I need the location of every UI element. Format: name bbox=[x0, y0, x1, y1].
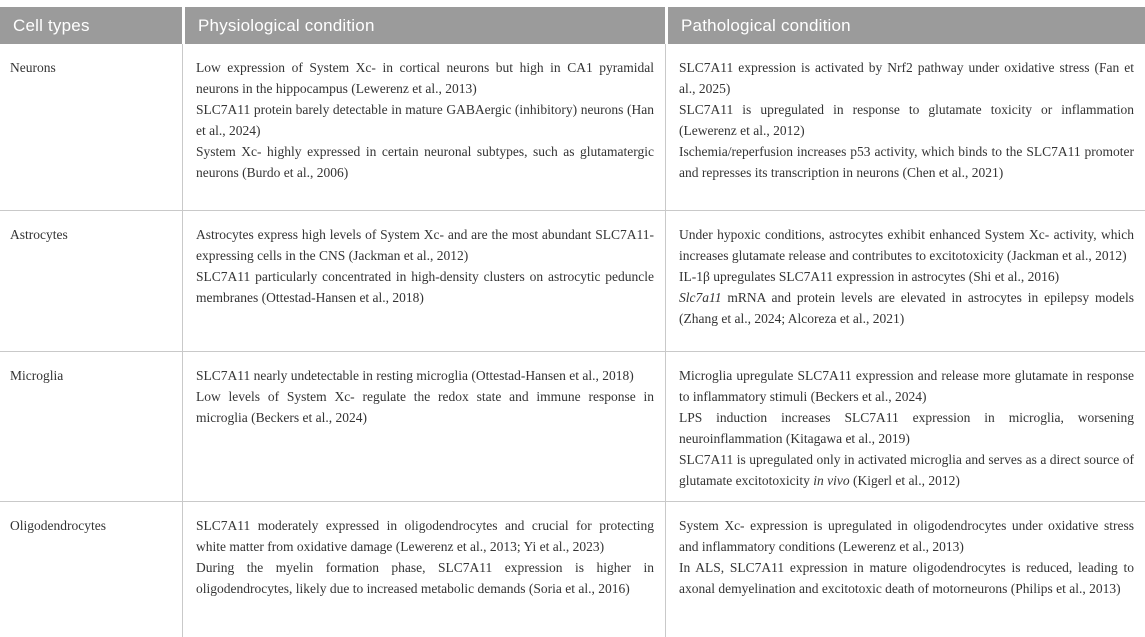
statement: System Xc- expression is upregulated in oligodendrocytes under oxidative stress and inflammatory conditions (Lewerenz et al., 2013) bbox=[679, 518, 1134, 554]
table-row bbox=[0, 44, 1145, 210]
pathological-cell bbox=[665, 352, 1145, 501]
physiological-cell bbox=[182, 44, 665, 210]
pathological-cell bbox=[665, 211, 1145, 351]
statement: SLC7A11 moderately expressed in oligodendrocytes and crucial for protecting white matter from oxidative damage (Lewerenz et al., 2013; Yi et al., 2023) bbox=[196, 518, 654, 554]
statement: LPS induction increases SLC7A11 expression in microglia, worsening neuroinflammation (Kitagawa et al., 2019) bbox=[679, 410, 1134, 446]
physiological-cell bbox=[182, 352, 665, 501]
statement: SLC7A11 is upregulated in response to glutamate toxicity or inflammation (Lewerenz et al., 2012) bbox=[679, 102, 1134, 138]
header-cell-types: Cell types bbox=[0, 7, 182, 44]
statement: System Xc- highly expressed in certain neuronal subtypes, such as glutamatergic neurons (Burdo et al., 2006) bbox=[196, 144, 654, 180]
statement: Ischemia/reperfusion increases p53 activity, which binds to the SLC7A11 promoter and represses its transcription in neurons (Chen et al., 2021) bbox=[679, 144, 1134, 180]
physiological-cell bbox=[182, 211, 665, 351]
table-header-row bbox=[0, 7, 1145, 44]
physiological-cell bbox=[182, 502, 665, 637]
statement: Under hypoxic conditions, astrocytes exhibit enhanced System Xc- activity, which increases glutamate release and contributes to excitotoxicity (Jackman et al., 2012) bbox=[679, 227, 1134, 263]
table-body bbox=[0, 44, 1145, 637]
statement: Astrocytes express high levels of System Xc- and are the most abundant SLC7A11-expressing cells in the CNS (Jackman et al., 2012) bbox=[196, 227, 654, 263]
statement: SLC7A11 nearly undetectable in resting microglia (Ottestad-Hansen et al., 2018) bbox=[196, 368, 634, 383]
cell-type-cell: Astrocytes bbox=[10, 227, 68, 242]
statement: In ALS, SLC7A11 expression in mature oligodendrocytes is reduced, leading to axonal demyelination and excitotoxic death of motorneurons (Philips et al., 2013) bbox=[679, 560, 1134, 596]
pathological-cell bbox=[665, 44, 1145, 210]
statement: Slc7a11 mRNA and protein levels are elevated in astrocytes in epilepsy models (Zhang et al., 2024; Alcoreza et al., 2021) bbox=[679, 290, 1134, 326]
statement: Low levels of System Xc- regulate the redox state and immune response in microglia (Beckers et al., 2024) bbox=[196, 389, 654, 425]
statement: IL-1β upregulates SLC7A11 expression in astrocytes (Shi et al., 2016) bbox=[679, 269, 1060, 284]
cell-type-cell: Oligodendrocytes bbox=[10, 518, 106, 533]
cell-types-table bbox=[0, 7, 1145, 637]
header-physiological-condition: Physiological condition bbox=[182, 7, 665, 44]
statement: Low expression of System Xc- in cortical neurons but high in CA1 pyramidal neurons in the hippocampus (Lewerenz et al., 2013) bbox=[196, 60, 654, 96]
pathological-cell bbox=[665, 502, 1145, 637]
cell-type-cell: Microglia bbox=[10, 368, 64, 383]
statement: SLC7A11 expression is activated by Nrf2 pathway under oxidative stress (Fan et al., 2025) bbox=[679, 60, 1134, 96]
table-row bbox=[0, 351, 1145, 501]
statement: SLC7A11 is upregulated only in activated microglia and serves as a direct source of glutamate excitotoxicity in vivo (Kigerl et al., 2012) bbox=[679, 452, 1134, 488]
table-row bbox=[0, 501, 1145, 637]
statement: SLC7A11 particularly concentrated in high-density clusters on astrocytic peduncle membranes (Ottestad-Hansen et al., 2018) bbox=[196, 269, 654, 305]
cell-type-cell: Neurons bbox=[10, 60, 56, 75]
statement: Microglia upregulate SLC7A11 expression and release more glutamate in response to inflammatory stimuli (Beckers et al., 2024) bbox=[679, 368, 1134, 404]
statement: During the myelin formation phase, SLC7A11 expression is higher in oligodendrocytes, likely due to increased metabolic demands (Soria et al., 2016) bbox=[196, 560, 654, 596]
header-pathological-condition: Pathological condition bbox=[665, 7, 1145, 44]
table-row bbox=[0, 210, 1145, 351]
statement: SLC7A11 protein barely detectable in mature GABAergic (inhibitory) neurons (Han et al., 2024) bbox=[196, 102, 654, 138]
